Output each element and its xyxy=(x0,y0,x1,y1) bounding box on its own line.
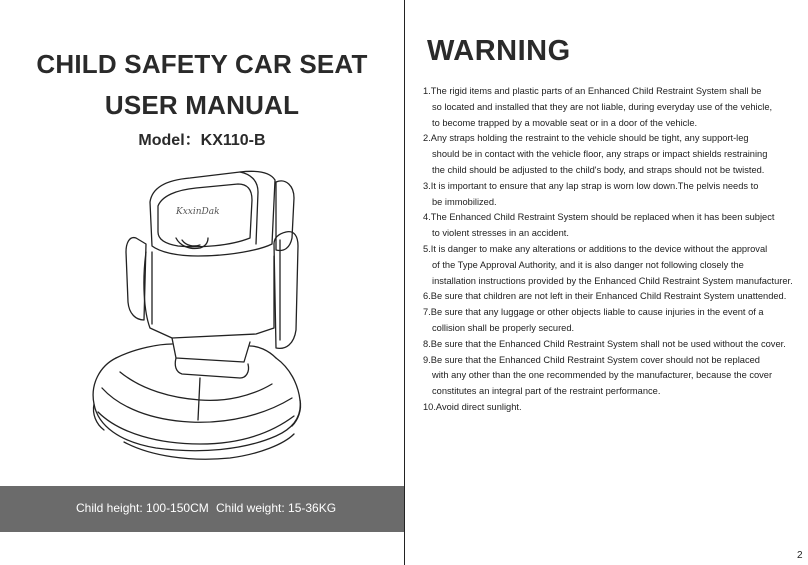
warning-line: 9.Be sure that the Enhanced Child Restraint System cover should not be replaced xyxy=(423,354,760,365)
warning-line: constitutes an integral part of the restraint performance. xyxy=(432,386,661,397)
warning-line: should be in contact with the vehicle floor, any straps or impact shields restraining xyxy=(432,149,768,160)
warning-line: with any other than the one recommended by the manufacturer, because the cover xyxy=(432,370,773,381)
warning-line: installation instructions provided by the Enhanced Child Restraint System manufacturer. xyxy=(432,275,793,286)
car-seat-illustration xyxy=(80,152,320,472)
warning-line: 7.Be sure that any luggage or other objects liable to cause injuries in the event of a xyxy=(423,307,764,318)
model-number: Model：KX110-B xyxy=(138,132,266,149)
warning-line: to violent stresses in an accident. xyxy=(432,228,569,239)
child-spec-band xyxy=(0,486,404,532)
warning-line: 8.Be sure that the Enhanced Child Restraint System shall not be used without the cover. xyxy=(423,338,786,349)
warning-line: collision shall be properly secured. xyxy=(432,322,575,333)
child-weight-spec: Child weight: 15-36KG xyxy=(216,501,337,515)
warning-line: 2.Any straps holding the restraint to the vehicle should be tight, any support-leg xyxy=(423,133,749,144)
brand-logo: KxxinDak xyxy=(176,207,220,217)
warning-line: 10.Avoid direct sunlight. xyxy=(423,401,522,412)
warning-line: 4.The Enhanced Child Restraint System should be replaced when it has been subject xyxy=(423,212,775,223)
warning-line: 1.The rigid items and plastic parts of an Enhanced Child Restraint System shall be xyxy=(423,86,762,96)
warning-line: be immobilized. xyxy=(432,196,497,207)
warning-line: of the Type Approval Authority, and it is also danger not following closely the xyxy=(432,259,744,270)
warning-line: to become trapped by a movable seat or in a door of the vehicle. xyxy=(432,117,698,128)
warning-line: 5.It is danger to make any alterations or additions to the device without the approval xyxy=(423,243,768,254)
warning-title: WARNING xyxy=(427,35,571,67)
warning-line: 6.Be sure that children are not left in their Enhanced Child Restraint System unattended. xyxy=(423,291,787,302)
warning-list xyxy=(423,84,801,416)
manual-title: CHILD SAFETY CAR SEAT xyxy=(36,49,368,79)
warning-line: the child should be adjusted to the child's body, and straps should not be twisted. xyxy=(432,164,765,175)
warning-line: so located and installed that they are not liable, during everyday use of the vehicle, xyxy=(432,101,773,112)
warning-line: 3.It is important to ensure that any lap strap is worn low down.The pelvis needs to xyxy=(423,180,759,191)
page-number: 2 xyxy=(797,550,803,561)
manual-subtitle: USER MANUAL xyxy=(104,90,300,120)
child-height-spec: Child height: 100-150CM xyxy=(76,501,209,515)
warning-page xyxy=(405,0,808,565)
